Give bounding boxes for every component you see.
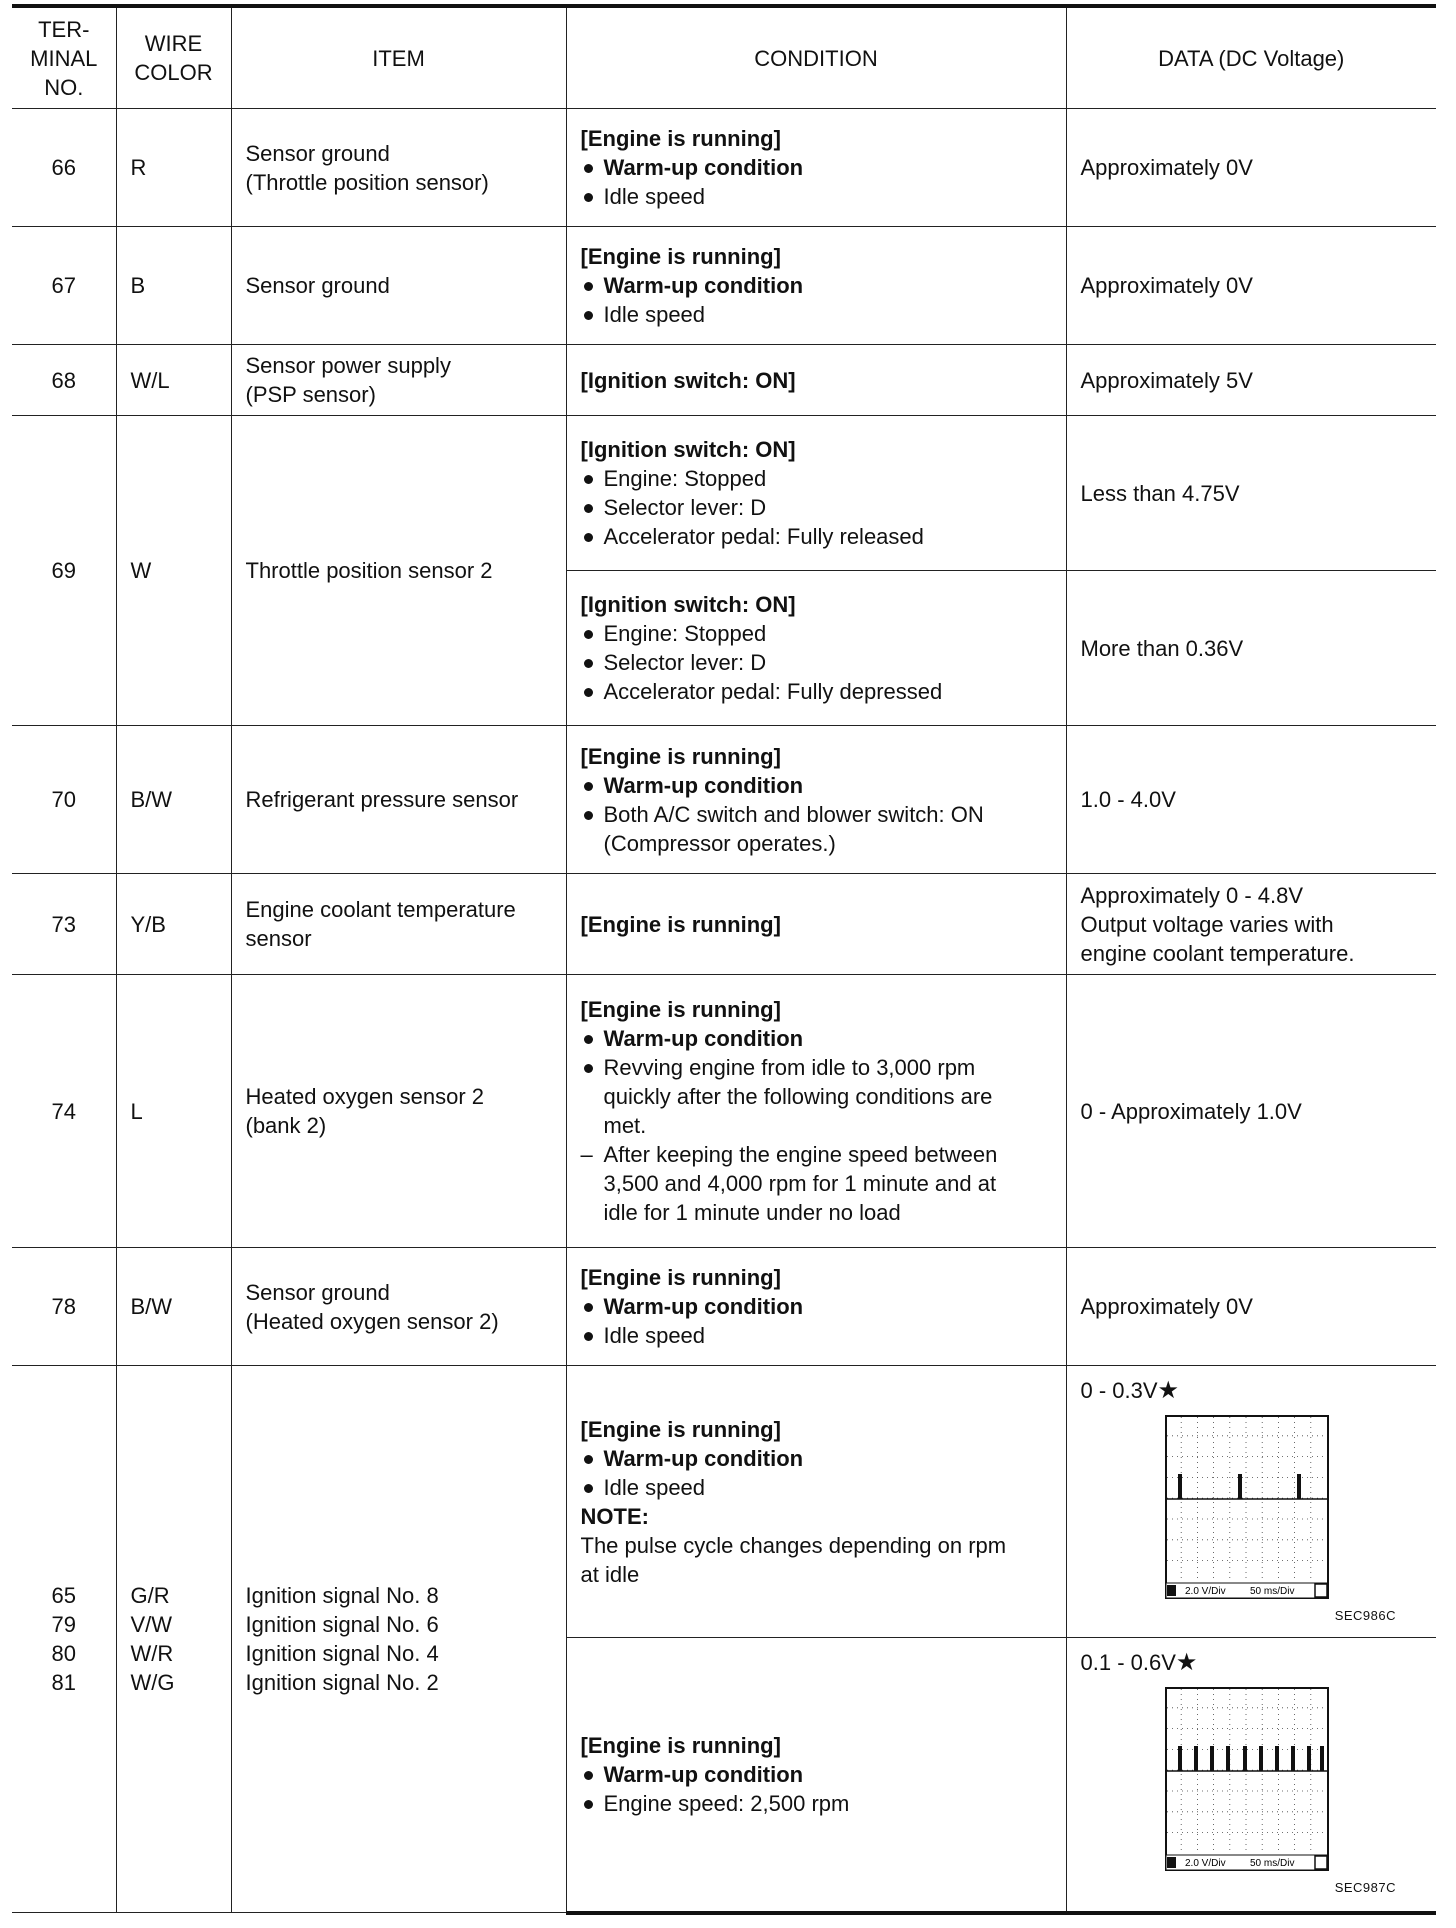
terminal-data-sheet — [12, 4, 1436, 1915]
condition-bullet: Warm-up condition — [581, 271, 1052, 300]
pulse-spike — [1195, 1747, 1197, 1771]
terminal-number: 66 — [12, 109, 116, 227]
condition-cell: [Engine is running] Warm-up condition Engine speed: 2,500 rpm — [566, 1638, 1066, 1913]
condition-cell: [Ignition switch: ON] Engine: Stopped Selector lever: D Accelerator pedal: Fully released — [566, 416, 1066, 571]
pulse-spike — [1227, 1747, 1229, 1771]
terminal-number: 69 — [12, 416, 116, 726]
terminal-number: 78 — [12, 1248, 116, 1366]
table-row — [12, 975, 1436, 1248]
terminal-number: 67 — [12, 227, 116, 345]
data-cell: 1.0 - 4.0V — [1066, 726, 1436, 874]
data-cell: Approximately 0V — [1066, 227, 1436, 345]
table-row — [12, 874, 1436, 975]
pulse-spike — [1179, 1747, 1181, 1771]
wire-color: B — [116, 227, 231, 345]
scope-time-scale: 50 ms/Div — [1249, 1858, 1294, 1869]
terminal-number: 73 — [12, 874, 116, 975]
note-label: NOTE: — [580, 1503, 649, 1529]
scope-marker-icon — [1167, 1857, 1176, 1868]
condition-cell: [Engine is running] Warm-up condition Both A/C switch and blower switch: ON (Compressor operates.) — [566, 726, 1066, 874]
data-cell — [1066, 1638, 1436, 1913]
terminal-number: 74 — [12, 975, 116, 1248]
pulse-spike — [1239, 1475, 1241, 1499]
data-cell: Less than 4.75V — [1066, 416, 1436, 571]
wire-color: B/W — [116, 1248, 231, 1366]
header-wire-color: WIRE COLOR — [116, 6, 231, 109]
condition-cell: [Engine is running] Warm-up condition Idle speed — [566, 1248, 1066, 1366]
condition-cell: [Ignition switch: ON] Engine: Stopped Selector lever: D Accelerator pedal: Fully depressed — [566, 571, 1066, 726]
header-terminal: TER- MINAL NO. — [12, 6, 116, 109]
scope-marker-icon — [1167, 1585, 1176, 1596]
terminal-number: 65 79 80 81 — [12, 1366, 116, 1913]
scope-voltage-scale: 2.0 V/Div — [1184, 1858, 1226, 1869]
wire-color: W/L — [116, 345, 231, 416]
table-row — [12, 1366, 1436, 1638]
scope-voltage-scale: 2.0 V/Div — [1184, 1586, 1226, 1597]
condition-bullet: Selector lever: D — [581, 493, 1052, 522]
wire-color: L — [116, 975, 231, 1248]
item-cell: Throttle position sensor 2 — [231, 416, 566, 726]
condition-dash-item: – After keeping the engine speed between 3,500 and 4,000 rpm for 1 minute and at idle for 1 minute under no load — [581, 1140, 1052, 1227]
wire-color: B/W — [116, 726, 231, 874]
scope-time-scale: 50 ms/Div — [1249, 1586, 1294, 1597]
scope-corner-box — [1315, 1584, 1327, 1597]
data-cell: 0 - Approximately 1.0V — [1066, 975, 1436, 1248]
condition-bullet: Accelerator pedal: Fully depressed — [581, 677, 1052, 706]
condition-bullet: Idle speed — [581, 300, 1052, 329]
voltage-label: 0.1 - 0.6V★ — [1080, 1649, 1198, 1676]
condition-bullet: Warm-up condition — [581, 1292, 1052, 1321]
note-text: The pulse cycle changes depending on rpm at idle — [580, 1532, 1007, 1587]
condition-bullet: Warm-up condition — [581, 153, 1052, 182]
table-row — [12, 227, 1436, 345]
terminal-number: 68 — [12, 345, 116, 416]
oscilloscope-waveform — [1165, 1415, 1329, 1599]
pulse-spike — [1276, 1747, 1278, 1771]
pulse-spike — [1260, 1747, 1262, 1771]
voltage-label: 0 - 0.3V★ — [1080, 1377, 1180, 1404]
item-cell: Sensor ground (Throttle position sensor) — [231, 109, 566, 227]
scope-frame — [1166, 1688, 1328, 1870]
condition-bullet: Warm-up condition — [581, 1024, 1052, 1053]
condition-bullet: Selector lever: D — [581, 648, 1052, 677]
pulse-spike — [1292, 1747, 1294, 1771]
item-cell: Heated oxygen sensor 2 (bank 2) — [231, 975, 566, 1248]
condition-bullet: Engine: Stopped — [581, 619, 1052, 648]
pulse-spike — [1298, 1475, 1300, 1499]
terminal-number: 70 — [12, 726, 116, 874]
table-row — [12, 345, 1436, 416]
star-icon: ★ — [1175, 1649, 1198, 1676]
condition-bullet: Engine speed: 2,500 rpm — [581, 1789, 1052, 1818]
data-cell — [1066, 1366, 1436, 1638]
figure-code: SEC987C — [1334, 1880, 1396, 1895]
table-row — [12, 1248, 1436, 1366]
condition-cell: [Engine is running] Warm-up condition Revving engine from idle to 3,000 rpm quickly after the following conditions are met. – After keeping the engine speed between 3,500 and 4,000 rpm for 1 minute and at idle for 1 minute under no load — [566, 975, 1066, 1248]
item-cell: Sensor ground (Heated oxygen sensor 2) — [231, 1248, 566, 1366]
item-cell: Refrigerant pressure sensor — [231, 726, 566, 874]
condition-cell: [Engine is running] Warm-up condition Idle speed — [566, 109, 1066, 227]
scope-corner-box — [1315, 1856, 1327, 1869]
wire-color: R — [116, 109, 231, 227]
data-cell: Approximately 0V — [1066, 109, 1436, 227]
data-cell: Approximately 0 - 4.8V Output voltage varies with engine coolant temperature. — [1066, 874, 1436, 975]
data-cell: Approximately 5V — [1066, 345, 1436, 416]
wire-color: Y/B — [116, 874, 231, 975]
header-row — [12, 6, 1436, 109]
oscilloscope-waveform — [1165, 1687, 1329, 1871]
condition-bullet: Idle speed — [581, 182, 1052, 211]
condition-cell: [Engine is running] Warm-up condition Idle speed — [566, 227, 1066, 345]
condition-bullet: Idle speed — [581, 1473, 1052, 1502]
pulse-spike — [1308, 1747, 1310, 1771]
item-cell: Ignition signal No. 8 Ignition signal No. 6 Ignition signal No. 4 Ignition signal No. 2 — [231, 1366, 566, 1913]
header-data: DATA (DC Voltage) — [1066, 6, 1436, 109]
condition-bullet: Accelerator pedal: Fully released — [581, 522, 1052, 551]
header-condition: CONDITION — [566, 6, 1066, 109]
wire-color: G/R V/W W/R W/G — [116, 1366, 231, 1913]
condition-cell: [Engine is running] Warm-up condition Idle speed NOTE: The pulse cycle changes depending on rpm at idle — [566, 1366, 1066, 1638]
condition-bullet: Both A/C switch and blower switch: ON (Compressor operates.) — [581, 800, 1052, 858]
condition-cell: [Ignition switch: ON] — [566, 345, 1066, 416]
item-cell: Engine coolant temperature sensor — [231, 874, 566, 975]
wire-color: W — [116, 416, 231, 726]
pulse-spike — [1211, 1747, 1213, 1771]
data-cell: Approximately 0V — [1066, 1248, 1436, 1366]
data-cell: More than 0.36V — [1066, 571, 1436, 726]
condition-cell: [Engine is running] — [566, 874, 1066, 975]
condition-bullet: Engine: Stopped — [581, 464, 1052, 493]
header-item: ITEM — [231, 6, 566, 109]
condition-bullet: Warm-up condition — [581, 1444, 1052, 1473]
condition-bullet: Warm-up condition — [581, 1760, 1052, 1789]
condition-bullet: Revving engine from idle to 3,000 rpm quickly after the following conditions are met. — [581, 1053, 1052, 1140]
table-row — [12, 416, 1436, 571]
condition-bullet: Idle speed — [581, 1321, 1052, 1350]
star-icon: ★ — [1157, 1377, 1180, 1404]
item-cell: Sensor ground — [231, 227, 566, 345]
item-cell: Sensor power supply (PSP sensor) — [231, 345, 566, 416]
pulse-spike — [1244, 1747, 1246, 1771]
scope-frame — [1166, 1416, 1328, 1598]
pulse-spike — [1179, 1475, 1181, 1499]
table-row — [12, 726, 1436, 874]
pulse-spike — [1321, 1747, 1323, 1771]
table-row — [12, 109, 1436, 227]
figure-code: SEC986C — [1334, 1608, 1396, 1623]
terminal-table — [12, 4, 1436, 1915]
condition-bullet: Warm-up condition — [581, 771, 1052, 800]
